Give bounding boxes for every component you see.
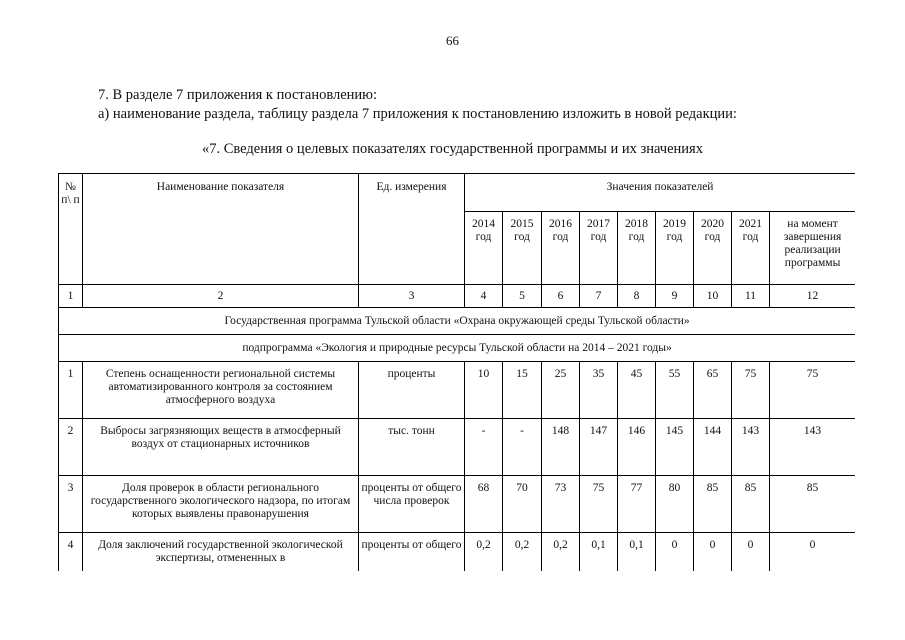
row-value: 0 [656, 533, 694, 572]
header-num: № п\ п [59, 174, 83, 285]
table-row [59, 419, 856, 476]
row-final-value: 75 [770, 362, 856, 419]
row-value: 147 [580, 419, 618, 476]
header-year: 2018 год [618, 212, 656, 285]
table-header-row-1 [59, 174, 856, 212]
row-value: 70 [503, 476, 542, 533]
row-value: 45 [618, 362, 656, 419]
row-num: 1 [59, 362, 83, 419]
row-value: 75 [580, 476, 618, 533]
row-value: 144 [694, 419, 732, 476]
subprogram-title: подпрограмма «Экология и природные ресурсы Тульской области на 2014 – 2021 годы» [59, 335, 856, 362]
subprogram-row [59, 335, 856, 362]
row-indicator-name: Выбросы загрязняющих веществ в атмосферный воздух от стационарных источников [83, 419, 359, 476]
intro-line-1: 7. В разделе 7 приложения к постановлению: [98, 87, 378, 103]
program-row [59, 308, 856, 335]
row-value: 73 [542, 476, 580, 533]
column-number: 12 [770, 285, 856, 308]
row-unit: проценты от общего [359, 533, 465, 572]
column-number: 7 [580, 285, 618, 308]
section-heading: «7. Сведения о целевых показателях государственной программы и их значениях [202, 141, 703, 157]
row-final-value: 85 [770, 476, 856, 533]
header-values-group: Значения показателей [465, 174, 856, 212]
column-number: 3 [359, 285, 465, 308]
column-number: 4 [465, 285, 503, 308]
column-number: 5 [503, 285, 542, 308]
header-year: 2019 год [656, 212, 694, 285]
header-name: Наименование показателя [83, 174, 359, 285]
row-value: 35 [580, 362, 618, 419]
header-year: 2020 год [694, 212, 732, 285]
row-unit: проценты [359, 362, 465, 419]
header-unit: Ед. измерения [359, 174, 465, 285]
header-year: 2015 год [503, 212, 542, 285]
row-num: 3 [59, 476, 83, 533]
row-final-value: 0 [770, 533, 856, 572]
row-value: 68 [465, 476, 503, 533]
column-number: 2 [83, 285, 359, 308]
row-value: 0,2 [503, 533, 542, 572]
row-value: 0,2 [542, 533, 580, 572]
row-value: 85 [694, 476, 732, 533]
column-number: 10 [694, 285, 732, 308]
table-row [59, 362, 856, 419]
row-value: 55 [656, 362, 694, 419]
row-value: 75 [732, 362, 770, 419]
row-value: 145 [656, 419, 694, 476]
table-row [59, 533, 856, 572]
row-value: 10 [465, 362, 503, 419]
row-final-value: 143 [770, 419, 856, 476]
column-number: 9 [656, 285, 694, 308]
row-unit: тыс. тонн [359, 419, 465, 476]
row-value: 80 [656, 476, 694, 533]
row-value: 0 [694, 533, 732, 572]
column-numbers-row [59, 285, 856, 308]
row-indicator-name: Степень оснащенности региональной системы автоматизированного контроля за состоянием атмосферного воздуха [83, 362, 359, 419]
row-value: 15 [503, 362, 542, 419]
table-row [59, 476, 856, 533]
column-number: 1 [59, 285, 83, 308]
program-title: Государственная программа Тульской области «Охрана окружающей среды Тульской области» [59, 308, 856, 335]
row-value: 0,1 [618, 533, 656, 572]
column-number: 8 [618, 285, 656, 308]
intro-line-2: а) наименование раздела, таблицу раздела 7 приложения к постановлению изложить в новой редакции: [98, 106, 737, 122]
row-indicator-name: Доля проверок в области регионального государственного экологического надзора, по итогам которых выявлены правонарушения [83, 476, 359, 533]
row-num: 2 [59, 419, 83, 476]
row-value: 0,1 [580, 533, 618, 572]
page-number: 66 [446, 33, 459, 48]
row-value: 85 [732, 476, 770, 533]
row-value: 77 [618, 476, 656, 533]
header-year: 2021 год [732, 212, 770, 285]
indicators-table-container [58, 173, 855, 571]
column-number: 6 [542, 285, 580, 308]
row-value: 65 [694, 362, 732, 419]
row-indicator-name: Доля заключений государственной экологической экспертизы, отмененных в [83, 533, 359, 572]
row-value: - [465, 419, 503, 476]
row-value: 146 [618, 419, 656, 476]
row-value: 143 [732, 419, 770, 476]
row-value: 148 [542, 419, 580, 476]
header-final: на момент завершения реализации программы [770, 212, 856, 285]
row-unit: проценты от общего числа проверок [359, 476, 465, 533]
row-value: 0 [732, 533, 770, 572]
header-year: 2014 год [465, 212, 503, 285]
row-value: 0,2 [465, 533, 503, 572]
header-year: 2017 год [580, 212, 618, 285]
row-num: 4 [59, 533, 83, 572]
row-value: - [503, 419, 542, 476]
column-number: 11 [732, 285, 770, 308]
indicators-table [58, 173, 855, 571]
row-value: 25 [542, 362, 580, 419]
header-year: 2016 год [542, 212, 580, 285]
